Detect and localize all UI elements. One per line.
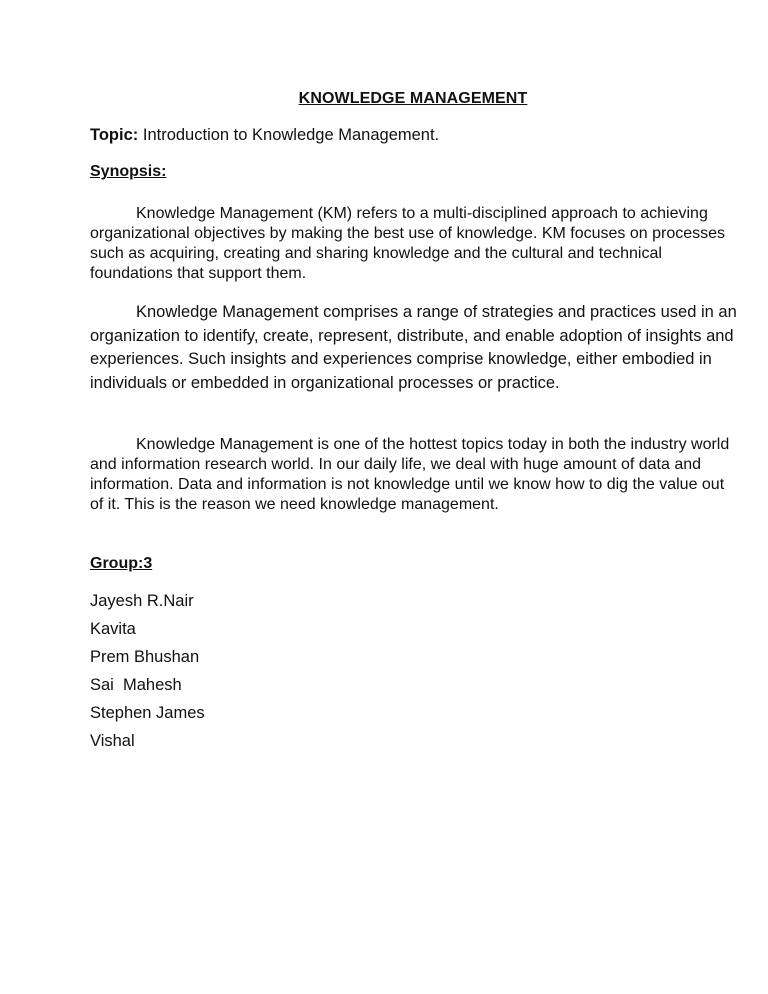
member-list	[90, 590, 205, 758]
group-heading: Group:3	[90, 555, 153, 572]
member-name: Vishal	[90, 732, 135, 750]
synopsis-heading: Synopsis:	[90, 163, 167, 180]
topic-label: Topic:	[90, 126, 139, 144]
synopsis-paragraph-2: Knowledge Management comprises a range of strategies and practices used in an organization to identify, create, represent, distribute, and enable adoption of insights and experiences. Such insights and experiences comprise knowledge, either embodied in individuals or embedded in organizational processes or practice.	[90, 303, 737, 392]
member-name: Kavita	[90, 620, 136, 638]
topic-line	[90, 126, 439, 145]
member-name: Sai Mahesh	[90, 676, 182, 694]
synopsis-paragraph-3: Knowledge Management is one of the hottest topics today in both the industry world and information research world. In our daily life, we deal with huge amount of data and information. Data and information is not knowledge until we know how to dig the value out of it. This is the reason we need knowledge management.	[90, 436, 730, 513]
member-name: Prem Bhushan	[90, 648, 200, 666]
document-title: KNOWLEDGE MANAGEMENT	[298, 90, 528, 107]
member-name: Jayesh R.Nair	[90, 592, 194, 610]
topic-text: Introduction to Knowledge Management.	[138, 126, 440, 144]
member-name: Stephen James	[90, 704, 205, 722]
synopsis-paragraph-1: Knowledge Management (KM) refers to a multi-disciplined approach to achieving organizational objectives by making the best use of knowledge. KM focuses on processes such as acquiring, creating and sharing knowledge and the cultural and technical foundations that support them.	[90, 205, 726, 282]
